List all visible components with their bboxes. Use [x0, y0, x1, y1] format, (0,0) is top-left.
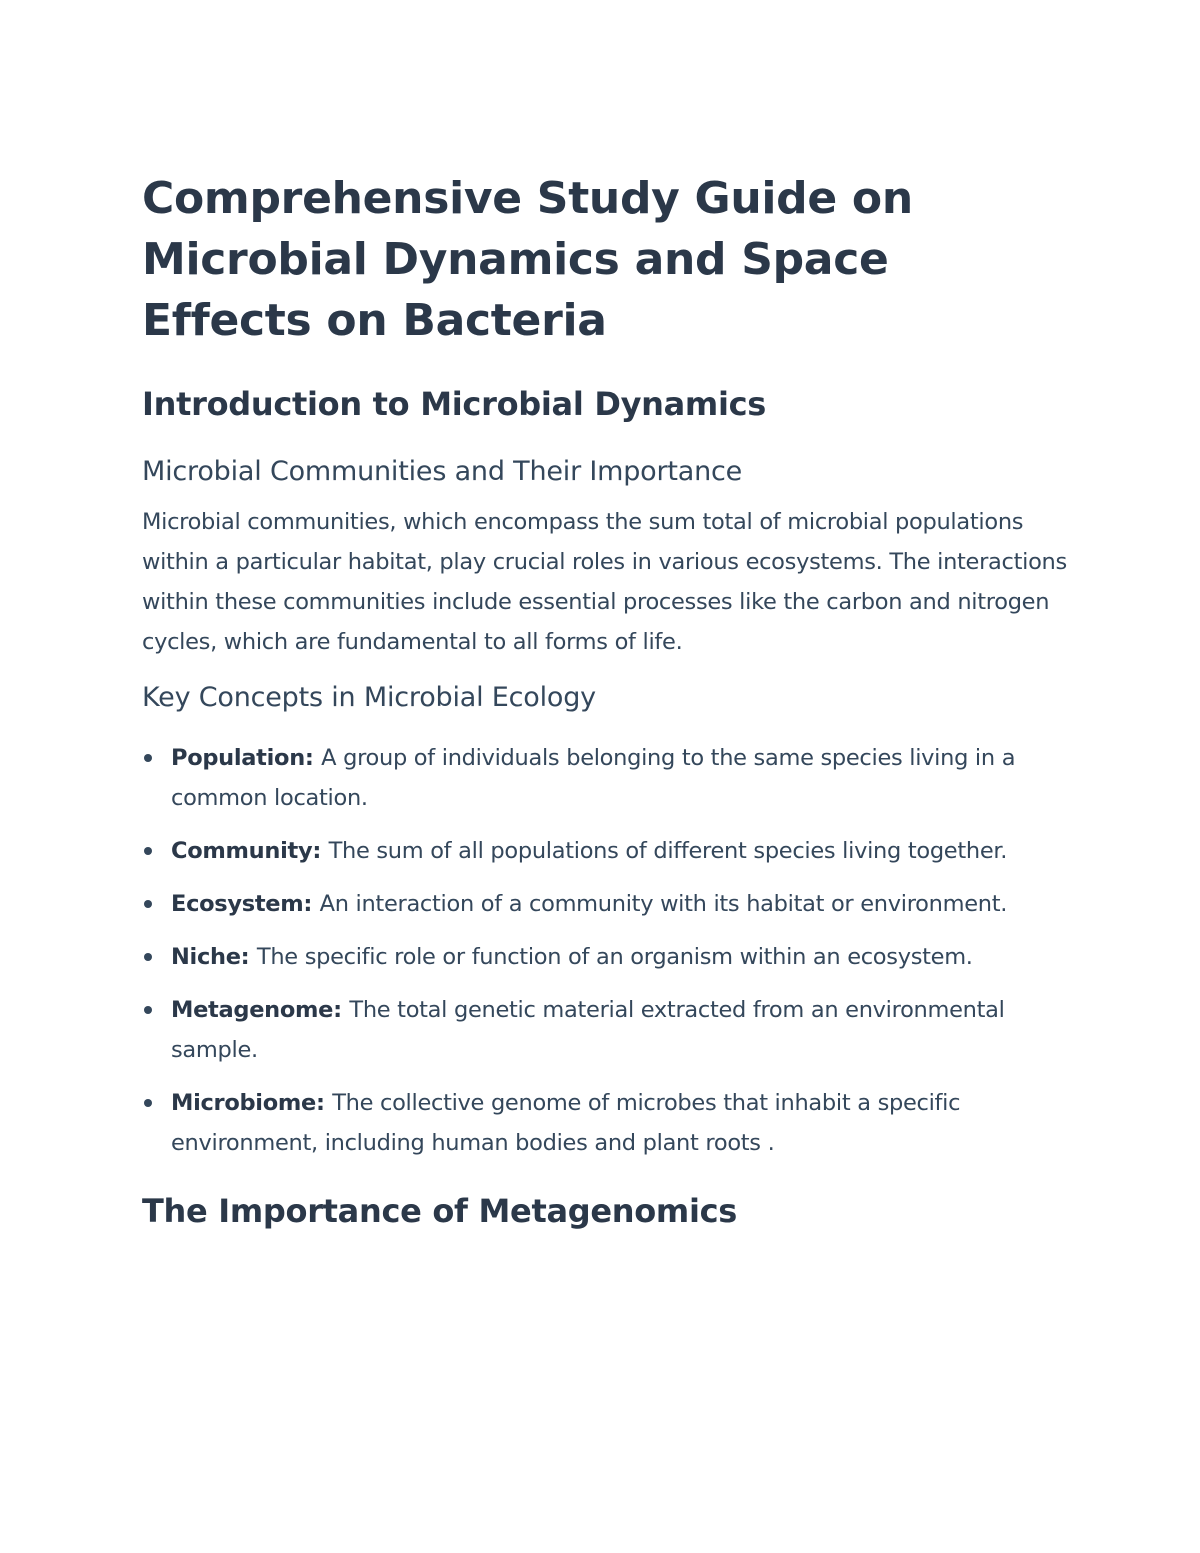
- concept-term: Community:: [171, 838, 329, 864]
- list-item: [142, 738, 1072, 818]
- subsection-heading-key-concepts: Key Concepts in Microbial Ecology: [142, 682, 596, 713]
- concept-definition: The total genetic material extracted from an environmental sample.: [171, 997, 1005, 1063]
- bullet-icon: [144, 900, 152, 908]
- communities-paragraph: Microbial communities, which encompass the sum total of microbial populations within a particular habitat, play crucial roles in various ecosystems. The interactions within these communities include essential processes like the carbon and nitrogen cycles, which are fundamental to all forms of life.: [142, 509, 1067, 655]
- bullet-icon: [144, 1099, 152, 1107]
- key-concepts-list: [142, 738, 1072, 1163]
- concept-definition: An interaction of a community with its habitat or environment.: [319, 891, 1008, 917]
- concept-term: Niche:: [171, 944, 257, 970]
- subsection-heading-communities: Microbial Communities and Their Importance: [142, 456, 743, 487]
- concept-term: Metagenome:: [171, 997, 350, 1023]
- list-item: [142, 884, 1072, 924]
- concept-definition: The sum of all populations of different species living together.: [328, 838, 1008, 864]
- concept-definition: The collective genome of microbes that inhabit a specific environment, including human bodies and plant roots .: [171, 1090, 961, 1156]
- document-title: Comprehensive Study Guide on Microbial Dynamics and Space Effects on Bacteria: [142, 173, 913, 346]
- bullet-icon: [144, 847, 152, 855]
- concept-term: Population:: [171, 745, 322, 771]
- concept-definition: A group of individuals belonging to the same species living in a common location.: [171, 745, 1016, 811]
- concept-definition: The specific role or function of an organism within an ecosystem.: [256, 944, 973, 970]
- list-item: [142, 831, 1072, 871]
- section-heading-metagenomics: The Importance of Metagenomics: [142, 1192, 738, 1230]
- concept-term: Ecosystem:: [171, 891, 320, 917]
- concept-term: Microbiome:: [171, 1090, 333, 1116]
- list-item: [142, 937, 1112, 977]
- bullet-icon: [144, 754, 152, 762]
- list-item: [142, 990, 1072, 1070]
- section-heading-introduction: Introduction to Microbial Dynamics: [142, 385, 767, 423]
- document-page: [142, 168, 1072, 1231]
- bullet-icon: [144, 1006, 152, 1014]
- bullet-icon: [144, 953, 152, 961]
- list-item: [142, 1083, 1072, 1163]
